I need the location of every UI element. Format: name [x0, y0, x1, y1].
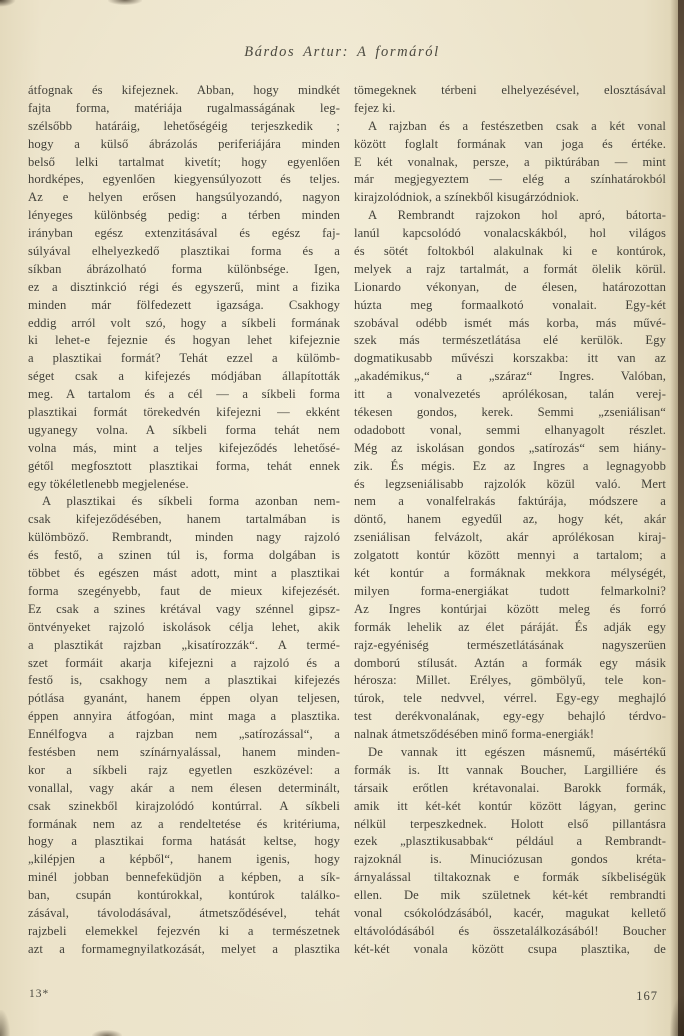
text-line: fajta forma, matériája rugalmasságának leg-	[28, 100, 340, 115]
text-line: a plasztikát rajzban „kisatírozzák“. A termé-	[28, 637, 340, 652]
text-line: formák lehelik az élet páráját. És adják egy	[354, 619, 666, 634]
text-line: A rajzban és a festészetben csak a két vonal	[368, 118, 666, 133]
text-line: vonallal, vagy akár a nem élesen determinált,	[28, 780, 340, 795]
text-line: belső lelki tartalmat kivetít; hogy egyenlően	[28, 154, 340, 169]
text-line: séget csak a kifejezés módjában állapították	[28, 369, 340, 384]
text-line: és festő, a szinen túl is, forma dolgában is	[28, 548, 340, 563]
text-line: ban, csupán kontúrokkal, kontúrok találko-	[28, 888, 340, 903]
text-line: minél jobban bennefeküdjön a képben, a sík-	[28, 870, 340, 885]
text-line: ezek „plasztikusabbak“ például a Rembrandt-	[354, 834, 666, 849]
text-line: hogy a plasztikai forma hatását keltse, hogy	[28, 834, 340, 849]
text-line: „kilépjen a képből“, hanem igenis, hogy	[28, 852, 340, 867]
text-line: hérosza: Millet. Erélyes, gömbölyű, tele kon-	[354, 673, 666, 688]
paragraph	[354, 207, 666, 744]
text-line: éppen annyira átfogóan, mint maga a plasztika.	[28, 709, 340, 724]
text-line: irányban egész extenzitásával és egész faj-	[28, 226, 340, 241]
text-line: Még az iskolásan gondos „satírozás“ sem hiány-	[354, 440, 666, 455]
text-line: társaik erőtlen krétavonalai. Barokk formák,	[354, 780, 666, 795]
text-line: Ennélfogva a rajzban nem „satírozással“, a	[28, 727, 340, 742]
text-line: fejez ki.	[354, 100, 396, 115]
scan-top-smudge	[108, 0, 142, 5]
text-line: döntő, hanem egyedűl az, hogy két, akár	[354, 512, 666, 527]
text-line: milyen forma-energiákat tudott felmarkolni?	[354, 583, 666, 598]
text-line: hogy a külső ábrázolás periferiájára minden	[28, 136, 340, 151]
scan-corner-mark	[0, 0, 16, 7]
text-line: amik itt két-két kontúr között lágyan, gerinc	[354, 798, 666, 813]
text-line: a plasztikai formát? Tehát ezzel a külömb-	[28, 351, 340, 366]
text-line: Ez csak a szines krétával vagy szénnel gipsz-	[28, 601, 340, 616]
page-number: 167	[636, 989, 658, 1003]
text-line: zásával, távolodásával, átmetsződésével, tehát	[28, 905, 340, 920]
text-line: kirajzolódniok, a színekből kisugárzódniok.	[354, 190, 579, 205]
text-line: De vannak itt egészen másnemű, másértékű	[368, 744, 666, 759]
text-line: tömegeknek térbeni elhelyezésével, elosztásával	[354, 83, 666, 97]
text-line: itt a vonalvezetés aprólékosan, talán verej-	[354, 387, 666, 402]
text-line: ugyanegy volna. A síkbeli forma tehát nem	[28, 422, 340, 437]
text-line: formák is. Itt vannak Boucher, Largilliére és	[354, 762, 666, 777]
text-line: átfognak és kifejeznek. Abban, hogy mindkét	[28, 83, 340, 97]
text-line: ellen. De mik születnek két-két rembrandti	[354, 888, 666, 903]
text-line: minden már fölfedezett igazsága. Csakhogy	[28, 297, 340, 312]
text-line: zseniálisan felvázolt, akár aprólékosan kiraj-	[354, 530, 666, 545]
text-line: melyek a rajz tartalmát, a formát ölelik körül.	[354, 261, 666, 276]
text-line: lényeges különbség pedig: a térben minden	[28, 208, 340, 223]
text-line: eltávolódásából és összetalálkozásából! Boucher	[354, 923, 666, 938]
text-line: azt a formamegnyilatkozását, melyet a plasztika	[28, 941, 340, 956]
text-line: külömböző. Rembrandt, minden nagy rajzoló	[28, 530, 340, 545]
text-line: festésben nem színárnyalással, hanem minden-	[28, 744, 340, 759]
text-line: nem a vonalfelrakás faktúrája, módszere a	[354, 494, 666, 509]
text-line: tékesen gondos, kerek. Semmi „zseniálisan“	[354, 405, 666, 420]
text-line: Lionardo vékonyan, de élesen, határozottan	[354, 279, 666, 294]
text-line: húzta meg formaalkotó vonalait. Egy-két	[354, 297, 666, 312]
text-line: kor a síkbeli rajz egyetlen eszközével: a	[28, 762, 340, 777]
text-line: Az e helyen erősen hangsúlyozandó, nagyon	[28, 190, 340, 205]
paragraph	[354, 118, 666, 207]
scan-edge-soft-shadow	[670, 0, 678, 1036]
text-line: dogmatikusabb művészi korszakba: itt van az	[354, 351, 666, 366]
text-line: öntvényeket rajzoló iskolások célja lehet, akik	[28, 619, 340, 634]
text-line: eddig arról volt szó, hogy a síkbeli formának	[28, 315, 340, 330]
text-line: vonal csókolódzásából, kacér, magukat kellető	[354, 905, 666, 920]
text-line: csak kifejeződésében, hanem tartalmában is	[28, 512, 340, 527]
text-line: hordképes, egyenlően kiegyensúlyozott és teljes.	[28, 172, 340, 187]
text-line: csak szinekből kirajzolódó kontúrral. A síkbeli	[28, 798, 340, 813]
text-line: gétől megfosztott plasztikai forma, tehát ennek	[28, 458, 340, 473]
text-line: szek más természetlátása elé kerülök. Egy	[354, 333, 666, 348]
paragraph	[28, 82, 340, 493]
text-columns	[0, 61, 684, 959]
text-line: rajz-egyéniség természetlátásának nagyszerüen	[354, 637, 666, 652]
text-line: rajzbeli elemekkel fejezvén ki a természetnek	[28, 923, 340, 938]
text-line: A plasztikai és síkbeli forma azonban nem-	[42, 494, 340, 509]
text-line: árnyalással tiltakoznak e formák síkbeliségük	[354, 870, 666, 885]
text-line: rajzoknál is. Minuciózusan gondos kréta-	[354, 852, 666, 867]
text-line: festő is, csakhogy nem a plasztikai kifejezés	[28, 673, 340, 688]
text-line: lanúl kapcsolódó vonalacskákból, hol világos	[354, 226, 666, 241]
running-header: Bárdos Artur: A formáról	[244, 44, 440, 60]
text-line: zik. És mégis. Ez az Ingres a legnagyobb	[354, 458, 666, 473]
text-line: egy tökéletlenebb megjelenése.	[28, 476, 189, 491]
scan-bottom-left-mark	[0, 1010, 10, 1036]
text-line: ez a disztinkció régi és egyszerű, mint a fizika	[28, 279, 340, 294]
text-line: többet és egészen mást adott, mint a plasztikai	[28, 566, 340, 581]
text-line: zolgatott kontúr között mennyi a tartalom; a	[354, 548, 666, 563]
text-line: már megjegyeztem — elég a színhatárokból	[354, 172, 666, 187]
text-line: pótlása gyanánt, hanem éppen olyan teljesen,	[28, 691, 340, 706]
text-line: Az Ingres kontúrjai között meleg és forró	[354, 601, 666, 616]
text-line: A Rembrandt rajzokon hol apró, bátorta-	[368, 208, 666, 223]
text-line: két-két vonala között csupa plasztika, de	[354, 941, 666, 956]
text-line: plasztikai formát törekedvén kifejezni — ekként	[28, 405, 340, 420]
text-line: E két vonalnak, persze, a piktúrában — mint	[354, 154, 666, 169]
text-line: „akadémikus,“ a „száraz“ Ingres. Valóban,	[354, 369, 666, 384]
text-line: súlyával elhelyezkedő plasztikai forma és a	[28, 244, 340, 259]
text-line: és legzseniálisabb rajzolók közül való. Mert	[354, 476, 666, 491]
text-line: két kontúr a formáknak mekkora mélységét,	[354, 566, 666, 581]
text-line: odadobott vonal, semmi elhanyagolt részlet.	[354, 422, 666, 437]
text-line: test derékvonalának, egy-egy behajló térdvo-	[354, 709, 666, 724]
scan-bottom-right-mark	[670, 996, 684, 1036]
text-line: szet formáit akarja kifejezni a rajzoló és a	[28, 655, 340, 670]
text-line: ki lehet-e fejeznie és hogyan lehet kifejeznie	[28, 333, 340, 348]
text-line: nalnak átmetsződésében minő forma-energiák!	[354, 727, 595, 742]
text-line: meg. A tartalom és a cél — a síkbeli forma	[28, 387, 340, 402]
text-line: között foglalt formának van joga és értéke.	[354, 136, 666, 151]
text-line: volna más, mint a teljes kifejeződés lehetősé-	[28, 440, 340, 455]
paragraph	[354, 82, 666, 118]
scan-edge-shadow	[678, 0, 684, 1036]
text-line: forma szegényebb, faut de mieux kifejezését.	[28, 583, 340, 598]
text-line: túrok, tele nedvvel, vérrel. Egy-egy meghajló	[354, 691, 666, 706]
text-line: szélsőbb határáig, lehetőségéig terjeszkedik ;	[28, 118, 340, 133]
paragraph	[28, 493, 340, 958]
text-line: nélkül terpeszkednek. Holott első pillantásra	[354, 816, 666, 831]
scan-bottom-smudge	[92, 1030, 122, 1036]
right-column	[354, 82, 666, 959]
text-line: szobával odébb ismét más korba, más művé-	[354, 315, 666, 330]
left-column	[28, 82, 340, 959]
text-line: és sötét foltokból alakulnak ki e kontúrok,	[354, 244, 666, 259]
text-line: formának nem az a rendeltetése és kritériuma,	[28, 816, 340, 831]
text-line: domború stílusát. Aztán a formák egy másik	[354, 655, 666, 670]
text-line: síkban ábrázolható forma különbsége. Igen,	[28, 261, 340, 276]
signature-mark: 13*	[29, 988, 50, 1000]
paragraph	[354, 744, 666, 959]
